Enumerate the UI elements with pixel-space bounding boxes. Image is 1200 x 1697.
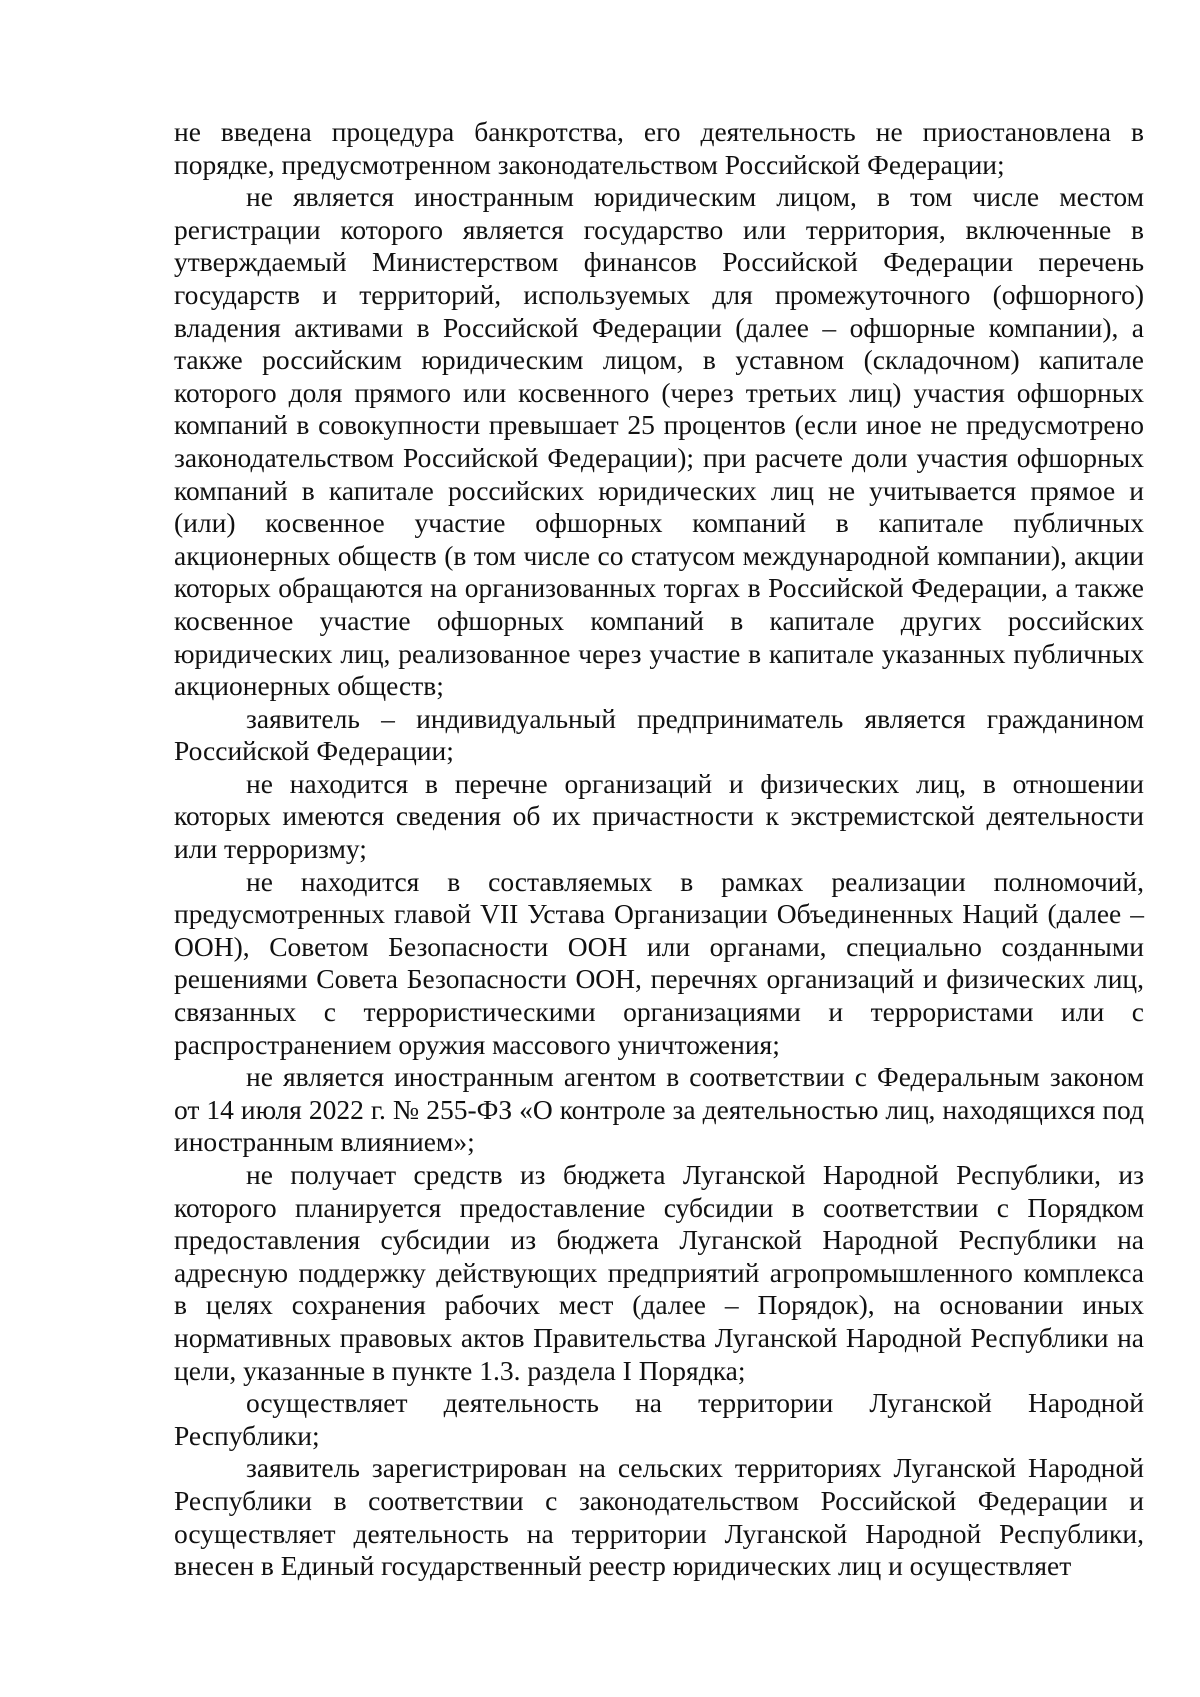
- document-text: [174, 116, 1144, 1583]
- paragraph-extremism: не находится в перечне организаций и физических лиц, в отношении которых имеются сведения об их причастности к экстремистской деятельности или терроризму;: [174, 767, 1144, 865]
- paragraph-offshore: не является иностранным юридическим лицом, в том числе местом регистрации которого является государство или территория, включенные в утверждаемый Министерством финансов Российской Федерации перечень государств и территорий, используемых для промежуточного (офшорного) владения активами в Российской Федерации (далее – офшорные компании), а также российским юридическим лицом, в уставном (складочном) капитале которого доля прямого или косвенного (через третьих лиц) участия офшорных компаний в совокупности превышает 25 процентов (если иное не предусмотрено законодательством Российской Федерации); при расчете доли участия офшорных компаний в капитале российских юридических лиц не учитывается прямое и (или) косвенное участие офшорных компаний в капитале публичных акционерных обществ (в том числе со статусом международной компании), акции которых обращаются на организованных торгах в Российской Федерации, а также косвенное участие офшорных компаний в капитале других российских юридических лиц, реализованное через участие в капитале указанных публичных акционерных обществ;: [174, 181, 1144, 702]
- paragraph-budget-funds: не получает средств из бюджета Луганской Народной Республики, из которого планируется предоставление субсидии в соответствии с Порядком предоставления субсидии из бюджета Луганской Народной Республики на адресную поддержку действующих предприятий агропромышленного комплекса в целях сохранения рабочих мест (далее – Порядок), на основании иных нормативных правовых актов Правительства Луганской Народной Республики на цели, указанные в пункте 1.3. раздела I Порядка;: [174, 1159, 1144, 1386]
- paragraph-foreign-agent: не является иностранным агентом в соответствии с Федеральным законом от 14 июля 2022 г. № 255-ФЗ «О контроле за деятельностью лиц, находящихся под иностранным влиянием»;: [174, 1061, 1144, 1158]
- paragraph-citizenship: заявитель – индивидуальный предприниматель является гражданином Российской Федерации;: [174, 702, 1144, 767]
- paragraph-bankruptcy: не введена процедура банкротства, его деятельность не приостановлена в порядке, предусмотренном законодательством Российской Федерации;: [174, 116, 1144, 180]
- paragraph-un-sanctions: не находится в составляемых в рамках реализации полномочий, предусмотренных главой VII Устава Организации Объединенных Наций (далее – ООН), Советом Безопасности ООН или органами, специально созданными решениями Совета Безопасности ООН, перечнях организаций и физических лиц, связанных с террористическими организациями и террористами или с распространением оружия массового уничтожения;: [174, 865, 1144, 1060]
- paragraph-rural-registration: заявитель зарегистрирован на сельских территориях Луганской Народной Республики в соответствии с законодательством Российской Федерации и осуществляет деятельность на территории Луганской Народной Республики, внесен в Единый государственный реестр юридических лиц и осуществляет: [174, 1452, 1144, 1582]
- paragraph-territory-activity: осуществляет деятельность на территории Луганской Народной Республики;: [174, 1387, 1144, 1451]
